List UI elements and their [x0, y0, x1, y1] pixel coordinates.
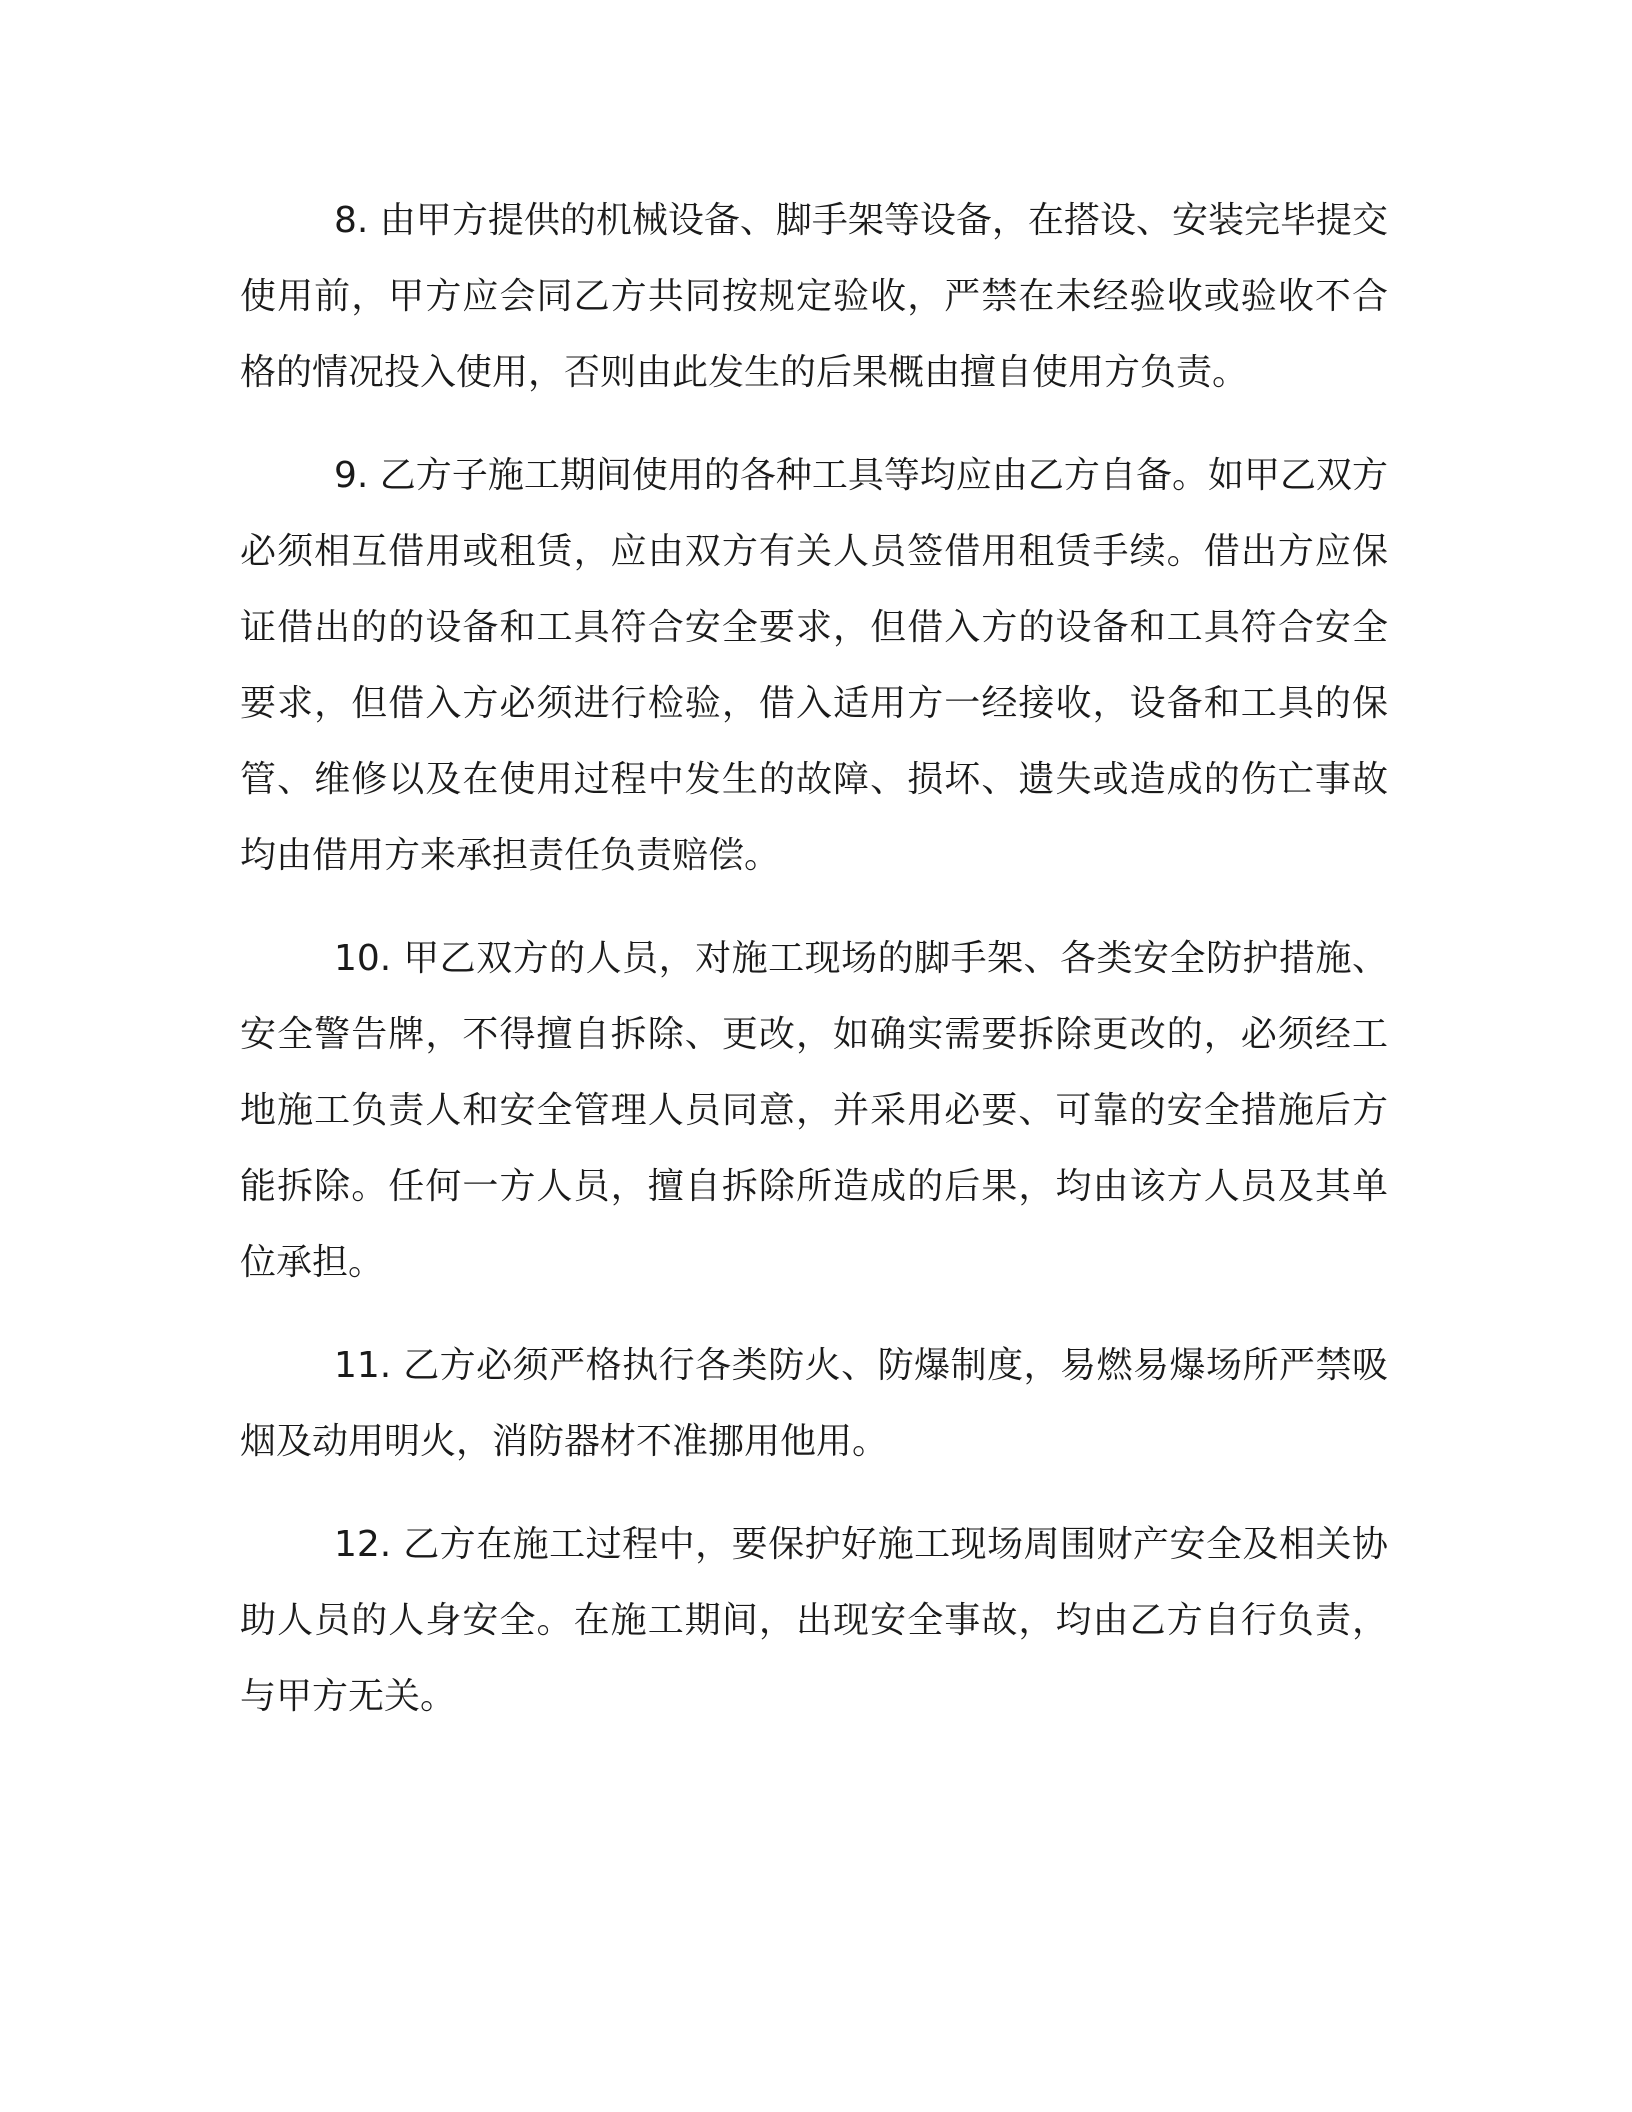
clause-12-paragraph: 12. 乙方在施工过程中，要保护好施工现场周围财产安全及相关协助人员的人身安全。在施工期间，出现安全事故，均由乙方自行负责，与甲方无关。	[240, 1524, 1388, 1717]
clause-11-paragraph: 11. 乙方必须严格执行各类防火、防爆制度，易燃易爆场所严禁吸烟及动用明火，消防器材不准挪用他用。	[240, 1345, 1388, 1462]
clause-9-paragraph: 9. 乙方子施工期间使用的各种工具等均应由乙方自备。如甲乙双方必须相互借用或租赁，应由双方有关人员签借用租赁手续。借出方应保证借出的的设备和工具符合安全要求，但借入方的设备和工具符合安全要求，但借入方必须进行检验，借入适用方一经接收，设备和工具的保管、维修以及在使用过程中发生的故障、损坏、遗失或造成的伤亡事故均由借用方来承担责任负责赔偿。	[240, 455, 1388, 876]
clause-10-paragraph: 10. 甲乙双方的人员，对施工现场的脚手架、各类安全防护措施、安全警告牌，不得擅自拆除、更改，如确实需要拆除更改的，必须经工地施工负责人和安全管理人员同意，并采用必要、可靠的安全措施后方能拆除。任何一方人员，擅自拆除所造成的后果，均由该方人员及其单位承担。	[240, 938, 1388, 1283]
clause-8-paragraph: 8. 由甲方提供的机械设备、脚手架等设备，在搭设、安装完毕提交使用前，甲方应会同乙方共同按规定验收，严禁在未经验收或验收不合格的情况投入使用，否则由此发生的后果概由擅自使用方负责。	[240, 200, 1388, 393]
document-body	[240, 183, 1388, 1762]
